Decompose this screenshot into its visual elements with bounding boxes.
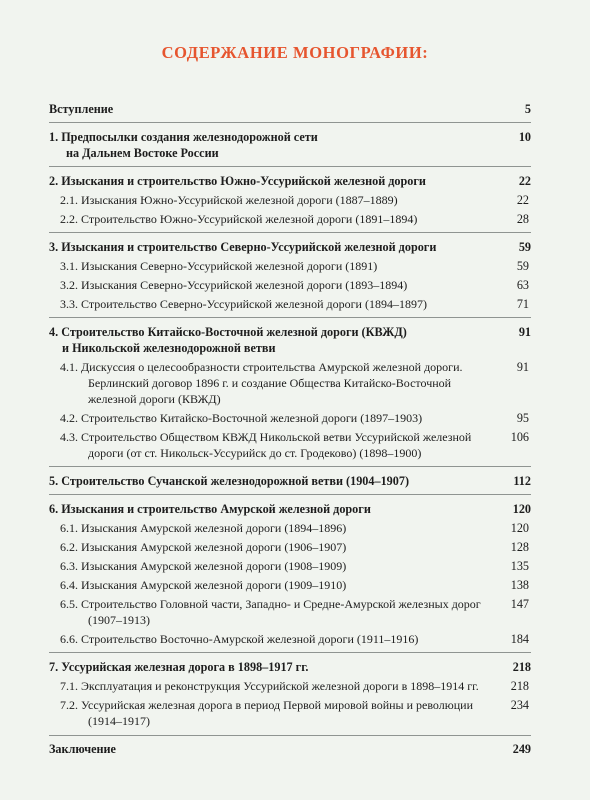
toc-entry-text [49, 129, 481, 161]
toc-entry-2-1[interactable] [49, 192, 531, 208]
toc-page-number: 91 [518, 325, 531, 339]
toc-entry-text: 3. Изыскания и строительство Северно-Уссурийской железной дороги [49, 240, 437, 254]
toc-page-number: 138 [510, 578, 529, 592]
toc-entry-text: 4.1. Дискуссия о целесообразности строительства Амурской железной дороги. Берлинский договор 1896 г. и создание Общества Китайско-Восточной железной дороги (КВЖД) [60, 360, 463, 406]
toc-page-number: 120 [512, 502, 531, 516]
toc-page-number: 63 [516, 278, 529, 292]
toc-page-number: 120 [510, 521, 529, 535]
divider [49, 317, 531, 318]
toc-entry-chapter-3[interactable] [49, 239, 531, 255]
toc-page-number: 112 [513, 474, 531, 488]
toc-entry-text: 3.2. Изыскания Северно-Уссурийской железной дороги (1893–1894) [60, 278, 408, 292]
toc-entry-text: 4.3. Строительство Обществом КВЖД Никольской ветви Уссурийской железной дороги (от ст. Никольск-Уссурийск до ст. Гродеково) (1898–1900) [60, 430, 472, 460]
toc-page-number: 5 [524, 102, 531, 116]
toc-entry-text-line-1: 1. Предпосылки создания железнодорожной сети [49, 130, 318, 144]
toc-page-number: 71 [516, 297, 529, 311]
toc-entry-text: 5. Строительство Сучанской железнодорожной ветви (1904–1907) [49, 474, 410, 488]
toc-entry-7-1[interactable] [49, 678, 531, 694]
toc-entry-chapter-1[interactable] [49, 129, 531, 161]
toc-entry-7-2[interactable] [49, 697, 531, 729]
divider [49, 466, 531, 467]
toc-entry-chapter-4[interactable] [49, 324, 531, 356]
toc-page-number: 95 [516, 411, 529, 425]
toc-page-number: 22 [516, 193, 529, 207]
toc-page-number: 218 [512, 660, 531, 674]
toc-entry-6-6[interactable] [49, 631, 531, 647]
toc-entry-6-5[interactable] [49, 596, 531, 628]
toc-entry-text: 3.3. Строительство Северно-Уссурийской железной дороги (1894–1897) [60, 297, 427, 311]
toc-entry-6-1[interactable] [49, 520, 531, 536]
toc-entry-text: 6.3. Изыскания Амурской железной дороги (1908–1909) [60, 559, 347, 573]
toc-entry-6-3[interactable] [49, 558, 531, 574]
toc-entry-text: Вступление [49, 102, 114, 116]
toc-page-number: 22 [518, 174, 531, 188]
toc-entry-text: 6.1. Изыскания Амурской железной дороги (1894–1896) [60, 521, 347, 535]
toc-page-number: 59 [516, 259, 529, 273]
toc-entry-text: 7.2. Уссурийская железная дорога в период Первой мировой войны и революции (1914–1917) [60, 698, 473, 728]
toc-entry-chapter-6[interactable] [49, 501, 531, 517]
toc-entry-text: 2. Изыскания и строительство Южно-Уссурийской железной дороги [49, 174, 426, 188]
toc-entry-text: 2.2. Строительство Южно-Уссурийской железной дороги (1891–1894) [60, 212, 418, 226]
divider [49, 735, 531, 736]
toc-entry-text: 6.4. Изыскания Амурской железной дороги (1909–1910) [60, 578, 347, 592]
divider [49, 122, 531, 123]
toc-page-number: 249 [512, 742, 531, 756]
toc-entry-3-3[interactable] [49, 296, 531, 312]
toc-page-number: 91 [516, 360, 529, 374]
toc-entry-3-2[interactable] [49, 277, 531, 293]
toc-entry-chapter-7[interactable] [49, 659, 531, 675]
divider [49, 652, 531, 653]
toc-entry-4-3[interactable] [49, 429, 531, 461]
toc-entry-text: 6.2. Изыскания Амурской железной дороги (1906–1907) [60, 540, 347, 554]
toc-entry-text: 4.2. Строительство Китайско-Восточной железной дороги (1897–1903) [60, 411, 423, 425]
toc-entry-4-1[interactable] [49, 359, 531, 407]
toc-entry-4-2[interactable] [49, 410, 531, 426]
toc-entry-2-2[interactable] [49, 211, 531, 227]
toc-entry-text-line-2: и Никольской железнодорожной ветви [62, 341, 276, 355]
toc-page-number: 28 [516, 212, 529, 226]
page-title: СОДЕРЖАНИЕ МОНОГРАФИИ: [161, 43, 429, 62]
toc-entry-text: 6.6. Строительство Восточно-Амурской железной дороги (1911–1916) [60, 632, 419, 646]
divider [49, 494, 531, 495]
divider [49, 166, 531, 167]
toc-page-number: 59 [518, 240, 531, 254]
toc-entry-text: 6. Изыскания и строительство Амурской железной дороги [49, 502, 371, 516]
toc-entry-chapter-5[interactable] [49, 473, 531, 489]
toc-entry-text: 7. Уссурийская железная дорога в 1898–1917 гг. [49, 660, 309, 674]
toc-entry-text: 2.1. Изыскания Южно-Уссурийской железной дороги (1887–1889) [60, 193, 398, 207]
table-of-contents [49, 101, 531, 757]
toc-entry-text: 7.1. Эксплуатация и реконструкция Уссурийской железной дороги в 1898–1914 гг. [60, 679, 479, 693]
toc-entry-chapter-2[interactable] [49, 173, 531, 189]
toc-page-number: 184 [510, 632, 529, 646]
toc-entry-3-1[interactable] [49, 258, 531, 274]
toc-entry-text: 6.5. Строительство Головной части, Западно- и Средне-Амурской железных дорог (1907–1913) [60, 597, 481, 627]
toc-page-number: 128 [510, 540, 529, 554]
toc-page-number: 135 [510, 559, 529, 573]
toc-entry-text-line-1: 4. Строительство Китайско-Восточной железной дороги (КВЖД) [49, 325, 407, 339]
toc-page-number: 106 [510, 430, 529, 444]
toc-page-number: 147 [510, 597, 529, 611]
toc-entry-6-2[interactable] [49, 539, 531, 555]
toc-entry-text-line-2: на Дальнем Востоке России [66, 146, 219, 160]
toc-entry-text [49, 324, 481, 356]
toc-entry-6-4[interactable] [49, 577, 531, 593]
toc-entry-text: 3.1. Изыскания Северно-Уссурийской железной дороги (1891) [60, 259, 378, 273]
toc-page-number: 218 [510, 679, 529, 693]
divider [49, 232, 531, 233]
toc-entry-conclusion[interactable] [49, 741, 531, 757]
toc-entry-intro[interactable] [49, 101, 531, 117]
toc-page-number: 234 [510, 698, 529, 712]
toc-page-number: 10 [518, 130, 531, 144]
toc-entry-text: Заключение [49, 742, 116, 756]
